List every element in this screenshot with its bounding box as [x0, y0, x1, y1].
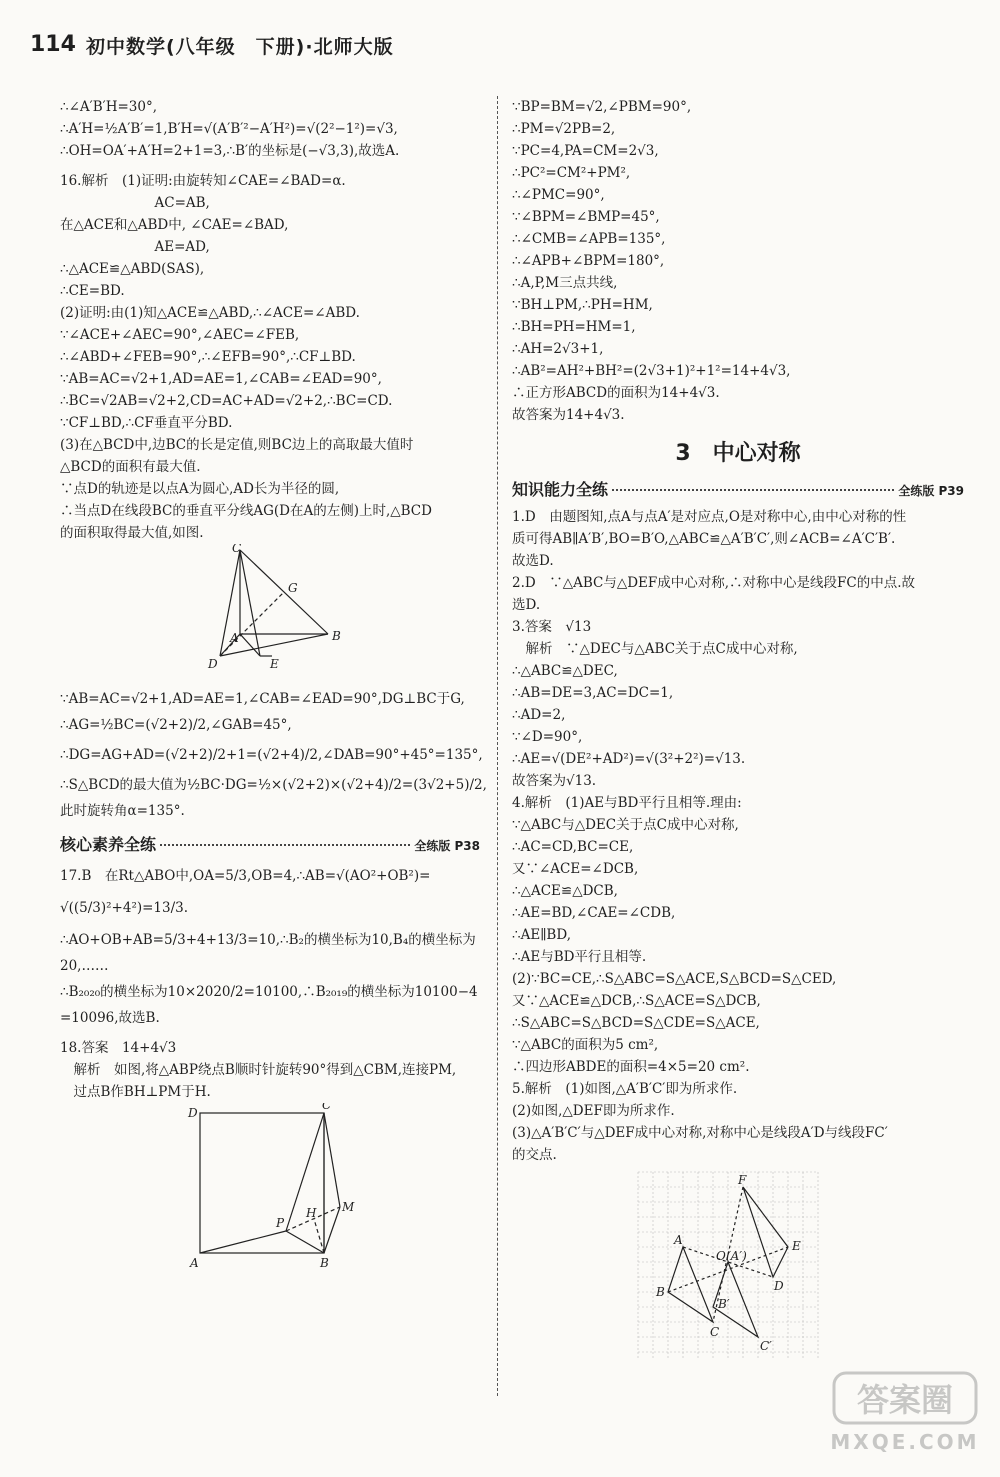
q18-line: ∴AH=2√3+1,: [512, 341, 604, 357]
q16-line: 在△ACE和△ABD中, ∠CAE=∠BAD,: [60, 217, 289, 233]
answer-line: 质可得AB∥A′B′,BO=B′O,△ABC≌△A′B′C′,则∠ACB=∠A′C′B′.: [512, 531, 896, 547]
q16-line: ∵点D的轨迹是以点A为圆心,AD长为半径的圆,: [60, 481, 340, 497]
q18-line: 解析 如图,将△ABP绕点B顺时针旋转90°得到△CBM,连接PM,: [60, 1062, 457, 1078]
q17-line: ∴AO+OB+AB=5/3+4+13/3=10,∴B₂的横坐标为10,B₄的横坐标为: [60, 932, 476, 948]
answer-line: 又∵△ACE≌△DCB,∴S△ACE=S△DCB,: [512, 993, 761, 1009]
answer-line: ∴AC=CD,BC=CE,: [512, 839, 634, 855]
answer-line: ∴△ABC≌△DEC,: [512, 663, 618, 679]
label-C: C: [232, 544, 242, 555]
text-line: ∴∠A′B′H=30°,: [60, 99, 158, 115]
q16-line: ∴∠ABD+∠FEB=90°,∴∠EFB=90°,∴CF⊥BD.: [60, 349, 356, 365]
label-G: G: [288, 581, 298, 595]
q16-line: AC=AB,: [60, 195, 210, 211]
label-E: E: [792, 1239, 801, 1253]
q16-line: ∴AG=½BC=(√2+2)/2,∠GAB=45°,: [60, 717, 292, 733]
answer-line: ∵∠D=90°,: [512, 729, 583, 745]
answer-line: ∵△ABC与△DEC关于点C成中心对称,: [512, 817, 739, 833]
q17-line: =10096,故选B.: [60, 1010, 160, 1026]
section-title: 知识能力全练: [512, 480, 609, 499]
answer-line: 解析 ∵△DEC与△ABC关于点C成中心对称,: [512, 641, 798, 657]
q16-line: ∴当点D在线段BC的垂直平分线AG(D在A的左侧)上时,△BCD: [60, 503, 432, 519]
q17-line: 17.B 在Rt△ABO中,OA=5/3,OB=4,∴AB=√(AO²+OB²)=: [60, 868, 431, 884]
label-B-prime: B′: [718, 1297, 730, 1311]
page-header: [30, 26, 730, 66]
q17-line: √((5/3)²+4²)=13/3.: [60, 900, 189, 916]
label-E: E: [270, 657, 279, 671]
q18-line: ∴∠APB+∠BPM=180°,: [512, 253, 665, 269]
figure-q16: [60, 544, 480, 684]
q16-line: ∵CF⊥BD,∴CF垂直平分BD.: [60, 415, 233, 431]
figure-q5-grid: [512, 1166, 964, 1366]
label-A-prime: (A′): [726, 1249, 747, 1263]
text-line: ∴OH=OA′+A′H=2+1=3,∴B′的坐标是(−√3,3),故选A.: [60, 143, 400, 159]
answer-line: ∴S△ABC=S△BCD=S△CDE=S△ACE,: [512, 1015, 760, 1031]
q16-line: 此时旋转角α=135°.: [60, 803, 185, 819]
q18-line: ∴正方形ABCD的面积为14+4√3.: [512, 385, 720, 401]
label-A: A: [674, 1233, 683, 1247]
dot-leader: [160, 844, 410, 846]
label-D: D: [188, 1106, 198, 1120]
answer-line: 故选D.: [512, 553, 554, 569]
label-F: F: [738, 1173, 747, 1187]
label-O: O: [716, 1249, 726, 1263]
q16-line: 16.解析 (1)证明:由旋转知∠CAE=∠BAD=α.: [60, 173, 346, 189]
q18-line: ∴∠CMB=∠APB=135°,: [512, 231, 666, 247]
q18-line: 过点B作BH⊥PM于H.: [60, 1084, 211, 1100]
answer-line: 又∵∠ACE=∠DCB,: [512, 861, 639, 877]
chapter-title: 3 中心对称: [675, 441, 801, 466]
answer-line: 4.解析 (1)AE与BD平行且相等.理由:: [512, 795, 742, 811]
answer-line: ∴△ACE≌△DCB,: [512, 883, 618, 899]
section-ref: 全练版 P39: [898, 484, 964, 498]
answer-line: (2)∵BC=CE,∴S△ABC=S△ACE,S△BCD=S△CED,: [512, 971, 837, 987]
column-divider: [497, 96, 498, 1396]
answer-line: 选D.: [512, 597, 541, 613]
q16-line: ∴BC=√2AB=√2+2,CD=AC+AD=√2+2,∴BC=CD.: [60, 393, 393, 409]
label-H: H: [306, 1206, 317, 1220]
answer-line: (2)如图,△DEF即为所求作.: [512, 1103, 675, 1119]
answer-line: ∴四边形ABDE的面积=4×5=20 cm².: [512, 1059, 750, 1075]
page-number: 114: [30, 32, 76, 57]
section-heading: [60, 832, 480, 855]
answer-line: 的交点.: [512, 1147, 557, 1163]
answer-line: ∴AE=BD,∠CAE=∠CDB,: [512, 905, 676, 921]
q18-line: ∵PC=4,PA=CM=2√3,: [512, 143, 659, 159]
q16-line: 的面积取得最大值,如图.: [60, 525, 204, 541]
answer-line: ∴AB=DE=3,AC=DC=1,: [512, 685, 674, 701]
left-column: [60, 96, 487, 1277]
q18-line: ∵BH⊥PM,∴PH=HM,: [512, 297, 653, 313]
q16-line: ∴CE=BD.: [60, 283, 125, 299]
q16-line: AE=AD,: [60, 239, 210, 255]
label-B: B: [332, 629, 341, 643]
q16-line: ∵∠ACE+∠AEC=90°,∠AEC=∠FEB,: [60, 327, 300, 343]
answer-line: (3)△A′B′C′与△DEF成中心对称,对称中心是线段A′D与线段FC′: [512, 1125, 888, 1141]
label-B: B: [656, 1285, 665, 1299]
q16-line: △BCD的面积有最大值.: [60, 459, 201, 475]
answer-line: 故答案为√13.: [512, 773, 597, 789]
q18-line: ∴PC²=CM²+PM²,: [512, 165, 631, 181]
label-P: P: [276, 1216, 285, 1230]
answer-line: 1.D 由题图知,点A与点A′是对应点,O是对称中心,由中心对称的性: [512, 509, 907, 525]
q16-line: ∵AB=AC=√2+1,AD=AE=1,∠CAB=∠EAD=90°,: [60, 371, 382, 387]
q18-line: ∴∠PMC=90°,: [512, 187, 605, 203]
q18-line: ∵∠BPM=∠BMP=45°,: [512, 209, 660, 225]
answer-line: ∴AE∥BD,: [512, 927, 571, 943]
q16-line: (3)在△BCD中,边BC的长是定值,则BC边上的高取最大值时: [60, 437, 414, 453]
label-B: B: [320, 1256, 329, 1270]
answer-line: ∴AD=2,: [512, 707, 566, 723]
label-M: M: [342, 1200, 355, 1214]
label-A: A: [230, 631, 239, 645]
answer-line: ∴AE与BD平行且相等.: [512, 949, 647, 965]
section-title: 核心素养全练: [60, 835, 157, 854]
q16-line: ∴△ACE≌△ABD(SAS),: [60, 261, 205, 277]
right-column: [512, 96, 964, 1370]
q18-line: 18.答案 14+4√3: [60, 1040, 177, 1056]
label-C-prime: C′: [760, 1339, 772, 1353]
q17-line: 20,……: [60, 958, 109, 974]
q18-line: ∴BH=PH=HM=1,: [512, 319, 636, 335]
answer-line: ∴AE=√(DE²+AD²)=√(3²+2²)=√13.: [512, 751, 746, 767]
section-heading: [512, 477, 964, 500]
answer-line: 3.答案 √13: [512, 619, 592, 635]
q18-line: ∴PM=√2PB=2,: [512, 121, 616, 137]
q16-line: ∴S△BCD的最大值为½BC·DG=½×(√2+2)×(√2+4)/2=(3√2+5)/2,: [60, 777, 487, 793]
label-A: A: [190, 1256, 199, 1270]
q16-line: ∵AB=AC=√2+1,AD=AE=1,∠CAB=∠EAD=90°,DG⊥BC于G,: [60, 691, 465, 707]
book-title: 初中数学(八年级 下册)·北师大版: [86, 36, 394, 58]
q18-line: ∴A,P,M三点共线,: [512, 275, 618, 291]
text-line: ∴A′H=½A′B′=1,B′H=√(A′B′²−A′H²)=√(2²−1²)=√3,: [60, 121, 398, 137]
answer-line: ∵△ABC的面积为5 cm²,: [512, 1037, 659, 1053]
q16-line: (2)证明:由(1)知△ACE≌△ABD,∴∠ACE=∠ABD.: [60, 305, 360, 321]
label-D: D: [774, 1279, 784, 1293]
section-ref: 全练版 P38: [414, 839, 480, 853]
figure-q18: [60, 1103, 480, 1273]
q18-line: ∴AB²=AH²+BH²=(2√3+1)²+1²=14+4√3,: [512, 363, 791, 379]
label-D: D: [208, 657, 218, 671]
dot-leader: [612, 489, 894, 491]
q18-line: ∵BP=BM=√2,∠PBM=90°,: [512, 99, 692, 115]
label-C: C: [710, 1325, 720, 1339]
q18-line: 故答案为14+4√3.: [512, 407, 625, 423]
watermark-url: MXQE.COM: [830, 1430, 980, 1454]
label-C: C: [322, 1103, 332, 1112]
watermark-text: 答案圈: [856, 1381, 954, 1419]
answer-line: 2.D ∵△ABC与△DEF成中心对称,∴对称中心是线段FC的中点.故: [512, 575, 916, 591]
q16-line: ∴DG=AG+AD=(√2+2)/2+1=(√2+4)/2,∠DAB=90°+45°=135°,: [60, 747, 483, 763]
answer-line: 5.解析 (1)如图,△A′B′C′即为所求作.: [512, 1081, 738, 1097]
watermark-logo: [830, 1367, 980, 1457]
q17-line: ∴B₂₀₂₀的横坐标为10×2020/2=10100,∴B₂₀₁₉的横坐标为10100−4: [60, 984, 478, 1000]
